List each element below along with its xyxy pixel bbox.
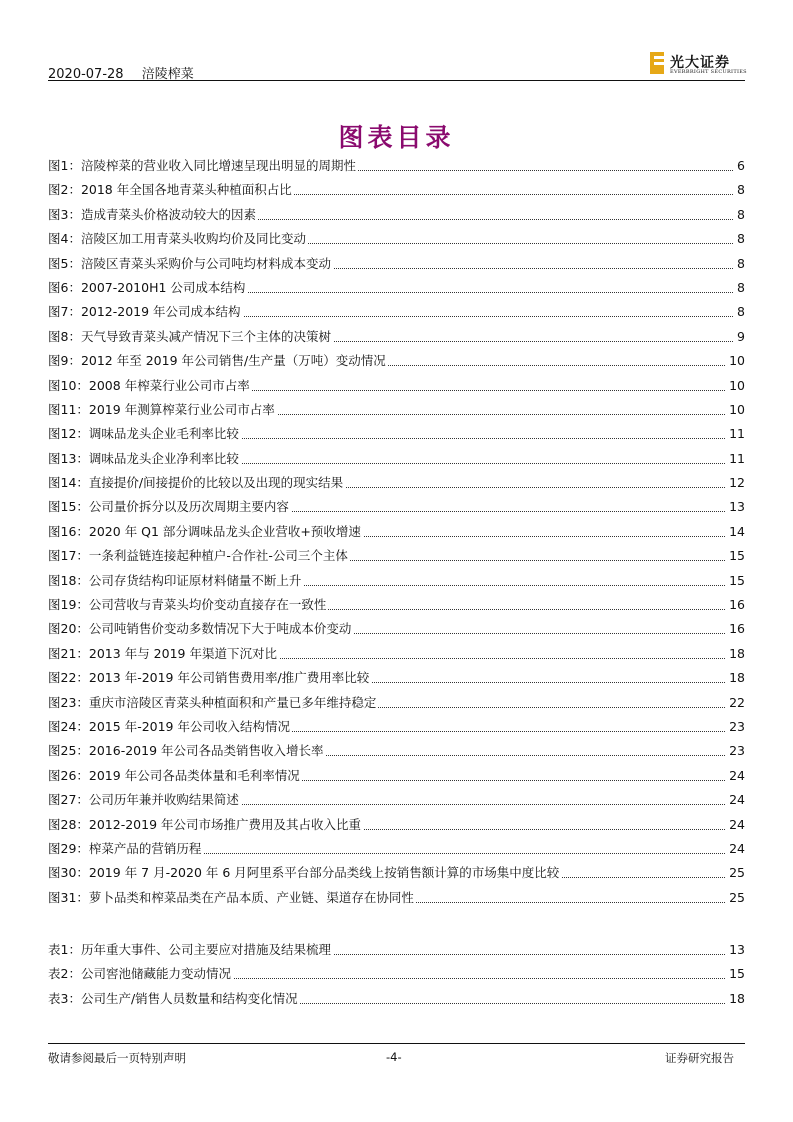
figure-entry-label: 图25：2016-2019 年公司各品类销售收入增长率 (48, 743, 324, 759)
figure-entry[interactable] (48, 596, 745, 620)
figure-entry-label: 图22：2013 年-2019 年公司销售费用率/推广费用率比较 (48, 670, 370, 686)
figure-entry[interactable] (48, 791, 745, 815)
figure-entry[interactable] (48, 840, 745, 864)
figure-entry[interactable] (48, 206, 745, 230)
figure-entry[interactable] (48, 474, 745, 498)
figure-entry-label: 图27：公司历年兼并收购结果简述 (48, 792, 239, 808)
figure-entry-label: 图4：涪陵区加工用青菜头收购均价及同比变动 (48, 231, 306, 247)
figure-entry-page: 15 (726, 572, 745, 589)
figure-entry[interactable] (48, 767, 745, 791)
everbright-logo (650, 52, 750, 76)
figure-entry-page: 24 (726, 791, 745, 808)
figure-entry[interactable] (48, 255, 745, 279)
table-entry[interactable] (48, 941, 745, 965)
figure-entry[interactable] (48, 181, 745, 205)
table-entry-page: 18 (726, 990, 745, 1007)
figure-entry-page: 15 (726, 547, 745, 564)
figure-entry-label: 图8：天气导致青菜头减产情况下三个主体的决策树 (48, 328, 331, 344)
figure-entry-page: 23 (726, 742, 745, 759)
figure-entry-label: 图20：公司吨销售价变动多数情况下大于吨成本价变动 (48, 621, 352, 637)
figure-entry-page: 8 (734, 230, 745, 247)
figure-entry-page: 22 (726, 694, 745, 711)
footer-report-type: 证券研究报告 (665, 1051, 734, 1065)
figure-entry[interactable] (48, 572, 745, 596)
figure-entry-label: 图5：涪陵区青菜头采购价与公司吨均材料成本变动 (48, 255, 331, 271)
logo-cn-text: 光大证券 (670, 55, 730, 71)
figure-entry[interactable] (48, 694, 745, 718)
figure-entry-label: 图30：2019 年 7 月-2020 年 6 月阿里系平台部分品类线上按销售额计算的市场集中度比较 (48, 865, 560, 881)
figure-entry[interactable] (48, 547, 745, 571)
figure-entry[interactable] (48, 279, 745, 303)
figure-entry-label: 图19：公司营收与青菜头均价变动直接存在一致性 (48, 597, 327, 613)
figure-entry-page: 23 (726, 718, 745, 735)
figure-entry-page: 24 (726, 840, 745, 857)
figure-entry-page: 25 (726, 864, 745, 881)
figure-entry-page: 24 (726, 767, 745, 784)
header-rule (48, 80, 745, 81)
figure-entry-page: 10 (726, 401, 745, 418)
figure-list (48, 157, 745, 913)
figure-entry-label: 图18：公司存货结构印证原材料储量不断上升 (48, 572, 302, 588)
figure-entry[interactable] (48, 328, 745, 352)
figure-entry-label: 图10：2008 年榨菜行业公司市占率 (48, 377, 250, 393)
figure-entry[interactable] (48, 230, 745, 254)
figure-entry-label: 图29：榨菜产品的营销历程 (48, 840, 202, 856)
table-entry-page: 15 (726, 965, 745, 982)
figure-entry-label: 图21：2013 年与 2019 年渠道下沉对比 (48, 645, 277, 661)
figure-entry-label: 图16：2020 年 Q1 部分调味品龙头企业营收+预收增速 (48, 523, 361, 539)
header-company: 涪陵榨菜 (141, 67, 194, 82)
figure-entry[interactable] (48, 620, 745, 644)
figure-entry[interactable] (48, 401, 745, 425)
table-entry[interactable] (48, 990, 745, 1014)
figure-entry[interactable] (48, 742, 745, 766)
footer-rule (48, 1043, 745, 1044)
figure-entry-page: 25 (726, 889, 745, 906)
figure-entry-page: 14 (726, 523, 745, 540)
figure-entry-label: 图31：萝卜品类和榨菜品类在产品本质、产业链、渠道存在协同性 (48, 889, 414, 905)
figure-entry[interactable] (48, 889, 745, 913)
figure-entry-label: 图3：造成青菜头价格波动较大的因素 (48, 206, 256, 222)
figure-entry-page: 8 (734, 206, 745, 223)
figure-entry[interactable] (48, 303, 745, 327)
figure-entry-label: 图23：重庆市涪陵区青菜头种植面积和产量已多年维持稳定 (48, 694, 377, 710)
figure-entry-page: 8 (734, 181, 745, 198)
figure-entry[interactable] (48, 523, 745, 547)
figure-entry-page: 18 (726, 669, 745, 686)
figure-entry[interactable] (48, 718, 745, 742)
logo-mark-icon (650, 52, 664, 74)
figure-entry-label: 图13：调味品龙头企业净利率比较 (48, 450, 239, 466)
figure-entry-page: 18 (726, 645, 745, 662)
figure-entry-label: 图11：2019 年测算榨菜行业公司市占率 (48, 401, 275, 417)
header-date: 2020-07-28 (48, 67, 124, 82)
table-entry-label: 表3：公司生产/销售人员数量和结构变化情况 (48, 990, 298, 1006)
figure-entry[interactable] (48, 498, 745, 522)
figure-entry[interactable] (48, 425, 745, 449)
figure-entry-label: 图28：2012-2019 年公司市场推广费用及其占收入比重 (48, 816, 362, 832)
figure-entry[interactable] (48, 377, 745, 401)
figure-entry-label: 图7：2012-2019 年公司成本结构 (48, 304, 241, 320)
figure-entry-page: 9 (734, 328, 745, 345)
figure-entry[interactable] (48, 669, 745, 693)
table-entry-page: 13 (726, 941, 745, 958)
figure-entry[interactable] (48, 864, 745, 888)
table-entry[interactable] (48, 965, 745, 989)
figure-entry[interactable] (48, 352, 745, 376)
figure-entry-label: 图14：直接提价/间接提价的比较以及出现的现实结果 (48, 475, 344, 491)
page-title: 图表目录 (338, 123, 455, 152)
figure-entry-label: 图6：2007-2010H1 公司成本结构 (48, 279, 246, 295)
figure-entry[interactable] (48, 645, 745, 669)
footer-disclaimer: 敬请参阅最后一页特别声明 (48, 1051, 186, 1065)
figure-entry-label: 图17：一条利益链连接起种植户-合作社-公司三个主体 (48, 548, 348, 564)
table-entry-label: 表2：公司窖池储藏能力变动情况 (48, 966, 231, 982)
figure-entry-label: 图9：2012 年至 2019 年公司销售/生产量（万吨）变动情况 (48, 353, 386, 369)
figure-entry-label: 图26：2019 年公司各品类体量和毛利率情况 (48, 767, 300, 783)
logo-en-text: EVERBRIGHT SECURITIES (670, 69, 747, 75)
figure-entry-page: 12 (726, 474, 745, 491)
figure-entry-page: 10 (726, 352, 745, 369)
figure-entry-page: 24 (726, 816, 745, 833)
figure-entry-page: 6 (734, 157, 745, 174)
figure-entry-page: 16 (726, 596, 745, 613)
figure-entry-page: 10 (726, 377, 745, 394)
figure-entry-page: 16 (726, 620, 745, 637)
figure-entry-label: 图24：2015 年-2019 年公司收入结构情况 (48, 718, 290, 734)
table-entry-label: 表1：历年重大事件、公司主要应对措施及结果梳理 (48, 942, 331, 957)
figure-entry-label: 图2：2018 年全国各地青菜头种植面积占比 (48, 182, 292, 198)
figure-entry[interactable] (48, 450, 745, 474)
figure-entry-page: 11 (726, 450, 745, 467)
figure-entry-page: 11 (726, 425, 745, 442)
figure-entry-label: 图1：涪陵榨菜的营业收入同比增速呈现出明显的周期性 (48, 158, 356, 173)
figure-entry-label: 图15：公司量价拆分以及历次周期主要内容 (48, 499, 289, 515)
figure-entry-page: 13 (726, 498, 745, 515)
figure-entry-page: 8 (734, 255, 745, 272)
table-list (48, 941, 745, 1014)
figure-entry[interactable] (48, 816, 745, 840)
footer-page-number: -4- (386, 1050, 402, 1064)
figure-entry-page: 8 (734, 303, 745, 320)
figure-entry[interactable] (48, 157, 745, 181)
figure-entry-label: 图12：调味品龙头企业毛利率比较 (48, 426, 239, 442)
figure-entry-page: 8 (734, 279, 745, 296)
